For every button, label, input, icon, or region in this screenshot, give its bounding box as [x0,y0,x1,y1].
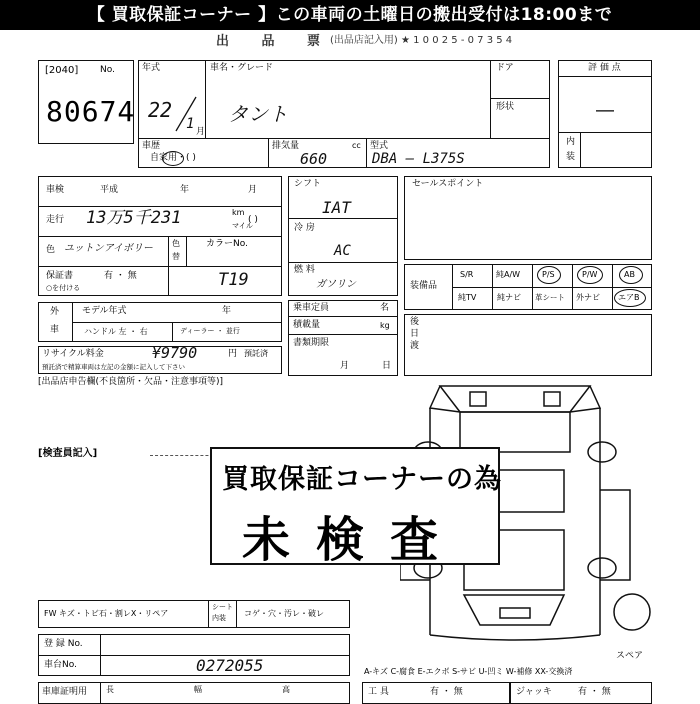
jack-label: ジャッキ [516,687,552,697]
later-label-3: 渡 [410,341,420,351]
fw-label: FW キズ・トビ石・割レX・リペア [44,609,169,618]
equip-pw-circle [577,266,603,284]
recycle-note: 預託済で精算車両は左記の金額に記入して下さい [42,363,185,371]
history-label: 車歴 [142,141,161,151]
mileage-label: 走行 [46,215,65,225]
shift-value: IAT [322,198,351,217]
mileage-value: 13万5千231 [86,208,182,228]
warranty-note: ○を付ける [46,284,81,292]
warranty-value: 有 ・ 無 [104,271,137,281]
interior-label-2: 装 [566,152,576,162]
fuel-value: ガソリン [316,279,356,290]
door-label: ドア [496,63,514,73]
color-label: 色 [46,245,56,255]
drive-info-box [288,176,398,296]
cert-length: 長 [106,685,114,694]
colorno-label: カラーNo. [206,239,248,249]
mileage-unit-mile: マイル [232,222,253,230]
equip-airbag-circle [614,289,646,307]
lot-prefix: [2040] [45,65,79,76]
chassis-label: 車台No. [44,660,77,670]
recycle-unit: 円 [228,349,238,359]
registration-label: 登 録 No. [44,639,83,649]
equip-tv: 純TV [458,293,477,302]
equip-ps: P/S [542,270,555,279]
cert-label: 車庫証明用 [42,687,88,697]
year-value: 22 [148,98,173,122]
foreign-model-year: モデル年式 [82,306,127,316]
shaken-month: 月 [248,185,258,195]
car-name-value: タント [228,102,288,126]
colorno-value: T19 [218,270,249,290]
year-slash [170,95,200,135]
cert-width: 幅 [194,685,202,694]
score-label: 評 価 点 [588,63,621,73]
shaken-year: 年 [180,185,190,195]
dealer-notes-heading: [出品店申告欄(不良箇所・欠品・注意事項等)] [38,377,224,387]
displacement-value: 660 [300,150,328,168]
fuel-label: 燃 料 [294,265,315,275]
year-month-unit: 月 [196,127,206,137]
later-box [404,314,652,376]
damage-legend: A-キズ C-腐食 E-エクボ S-サビ U-凹ミ W-補修 XX-交換済 [364,667,573,676]
foreign-label-1: 外 [50,307,60,317]
recycle-label: リサイクル料金 [42,349,104,359]
color-change-1: 色 [172,239,180,248]
load-label: 積載量 [293,320,321,330]
shaken-label: 車検 [46,185,65,195]
history-value: 自家用・( ) [150,153,196,163]
chassis-value: 0272055 [196,656,264,675]
foreign-dealer: ディーラー ・ 並行 [180,327,240,335]
shaken-era: 平成 [100,185,119,195]
sales-point-label: セールスポイント [412,179,484,189]
shift-label: シフト [294,179,322,189]
equip-ext-navi: 外ナビ [576,293,600,302]
shape-label: 形状 [496,102,515,112]
displacement-unit: cc [352,141,361,150]
seat-value: コゲ・穴・汚レ・破レ [244,609,324,618]
history-circle [162,151,184,166]
mileage-unit-km: km [232,208,245,217]
foreign-handle: ハンドル 左 ・ 右 [84,327,148,336]
header-note: (出品店記入用) ★ 1 0 0 2 5 - 0 7 3 5 4 [330,35,513,46]
equip-ab-circle [619,266,643,284]
stamp-line-1: 買取保証コーナーの為 [222,464,502,495]
recycle-value: ¥9790 [152,344,198,362]
model-value: DBA ― L375S [372,151,465,167]
lot-no-label: No. [100,65,115,75]
later-label-2: 日 [410,329,420,339]
capacity-unit: 名 [380,303,390,313]
tools-value: 有 ・ 無 [430,687,463,697]
equip-airbag: エアB [618,293,640,302]
warranty-label: 保証書 [46,271,74,281]
tools-label: 工 具 [368,687,389,697]
year-month-value: 1 [186,116,195,132]
later-label-1: 後 [410,317,420,327]
interior-label-1: 内 [566,137,576,147]
year-label: 年式 [142,63,161,73]
foreign-year-unit: 年 [222,306,232,316]
recycle-deposit: 預託済 [244,349,268,358]
mileage-paren: ( ) [248,215,258,225]
model-label: 型式 [370,141,389,151]
stamp-line-2: 未検査 [242,512,465,568]
equip-aw: 純A/W [496,270,521,279]
jack-value: 有 ・ 無 [578,687,611,697]
spare-label: スペア [616,651,644,661]
doc-expiry-month: 月 [340,361,350,371]
displacement-label: 排気量 [272,141,300,151]
equip-ab: AB [624,270,635,279]
capacity-label: 乗車定員 [293,303,330,313]
inspector-heading: [検査員記入] [38,448,98,459]
equip-ps-circle [537,266,561,284]
aircon-value: AC [334,243,351,259]
score-value: ― [596,100,614,121]
equip-leather: 革シート [535,293,565,302]
seat-label-2: 内装 [212,614,226,622]
color-change-2: 替 [172,252,180,261]
not-inspected-stamp [210,447,502,568]
equip-pw: P/W [582,270,598,279]
form-title: 出 品 票 [216,34,335,49]
lot-number: 80674 [46,95,136,128]
load-unit: kg [380,321,390,330]
cert-height: 高 [282,685,290,694]
top-banner: 【 買取保証コーナー 】この車両の土曜日の搬出受付は18:00まで [0,0,700,30]
equip-sr: S/R [460,270,474,279]
aircon-label: 冷 房 [294,223,315,233]
car-name-label: 車名・グレード [210,63,274,73]
doc-expiry-label: 書類期限 [293,338,330,348]
equipment-label: 装備品 [410,281,438,291]
seat-label-1: シート [212,603,233,611]
equip-navi: 純ナビ [497,293,521,302]
doc-expiry-day: 日 [382,361,392,371]
foreign-label-2: 車 [50,325,60,335]
color-value: ユットンアイボリー [64,243,153,254]
